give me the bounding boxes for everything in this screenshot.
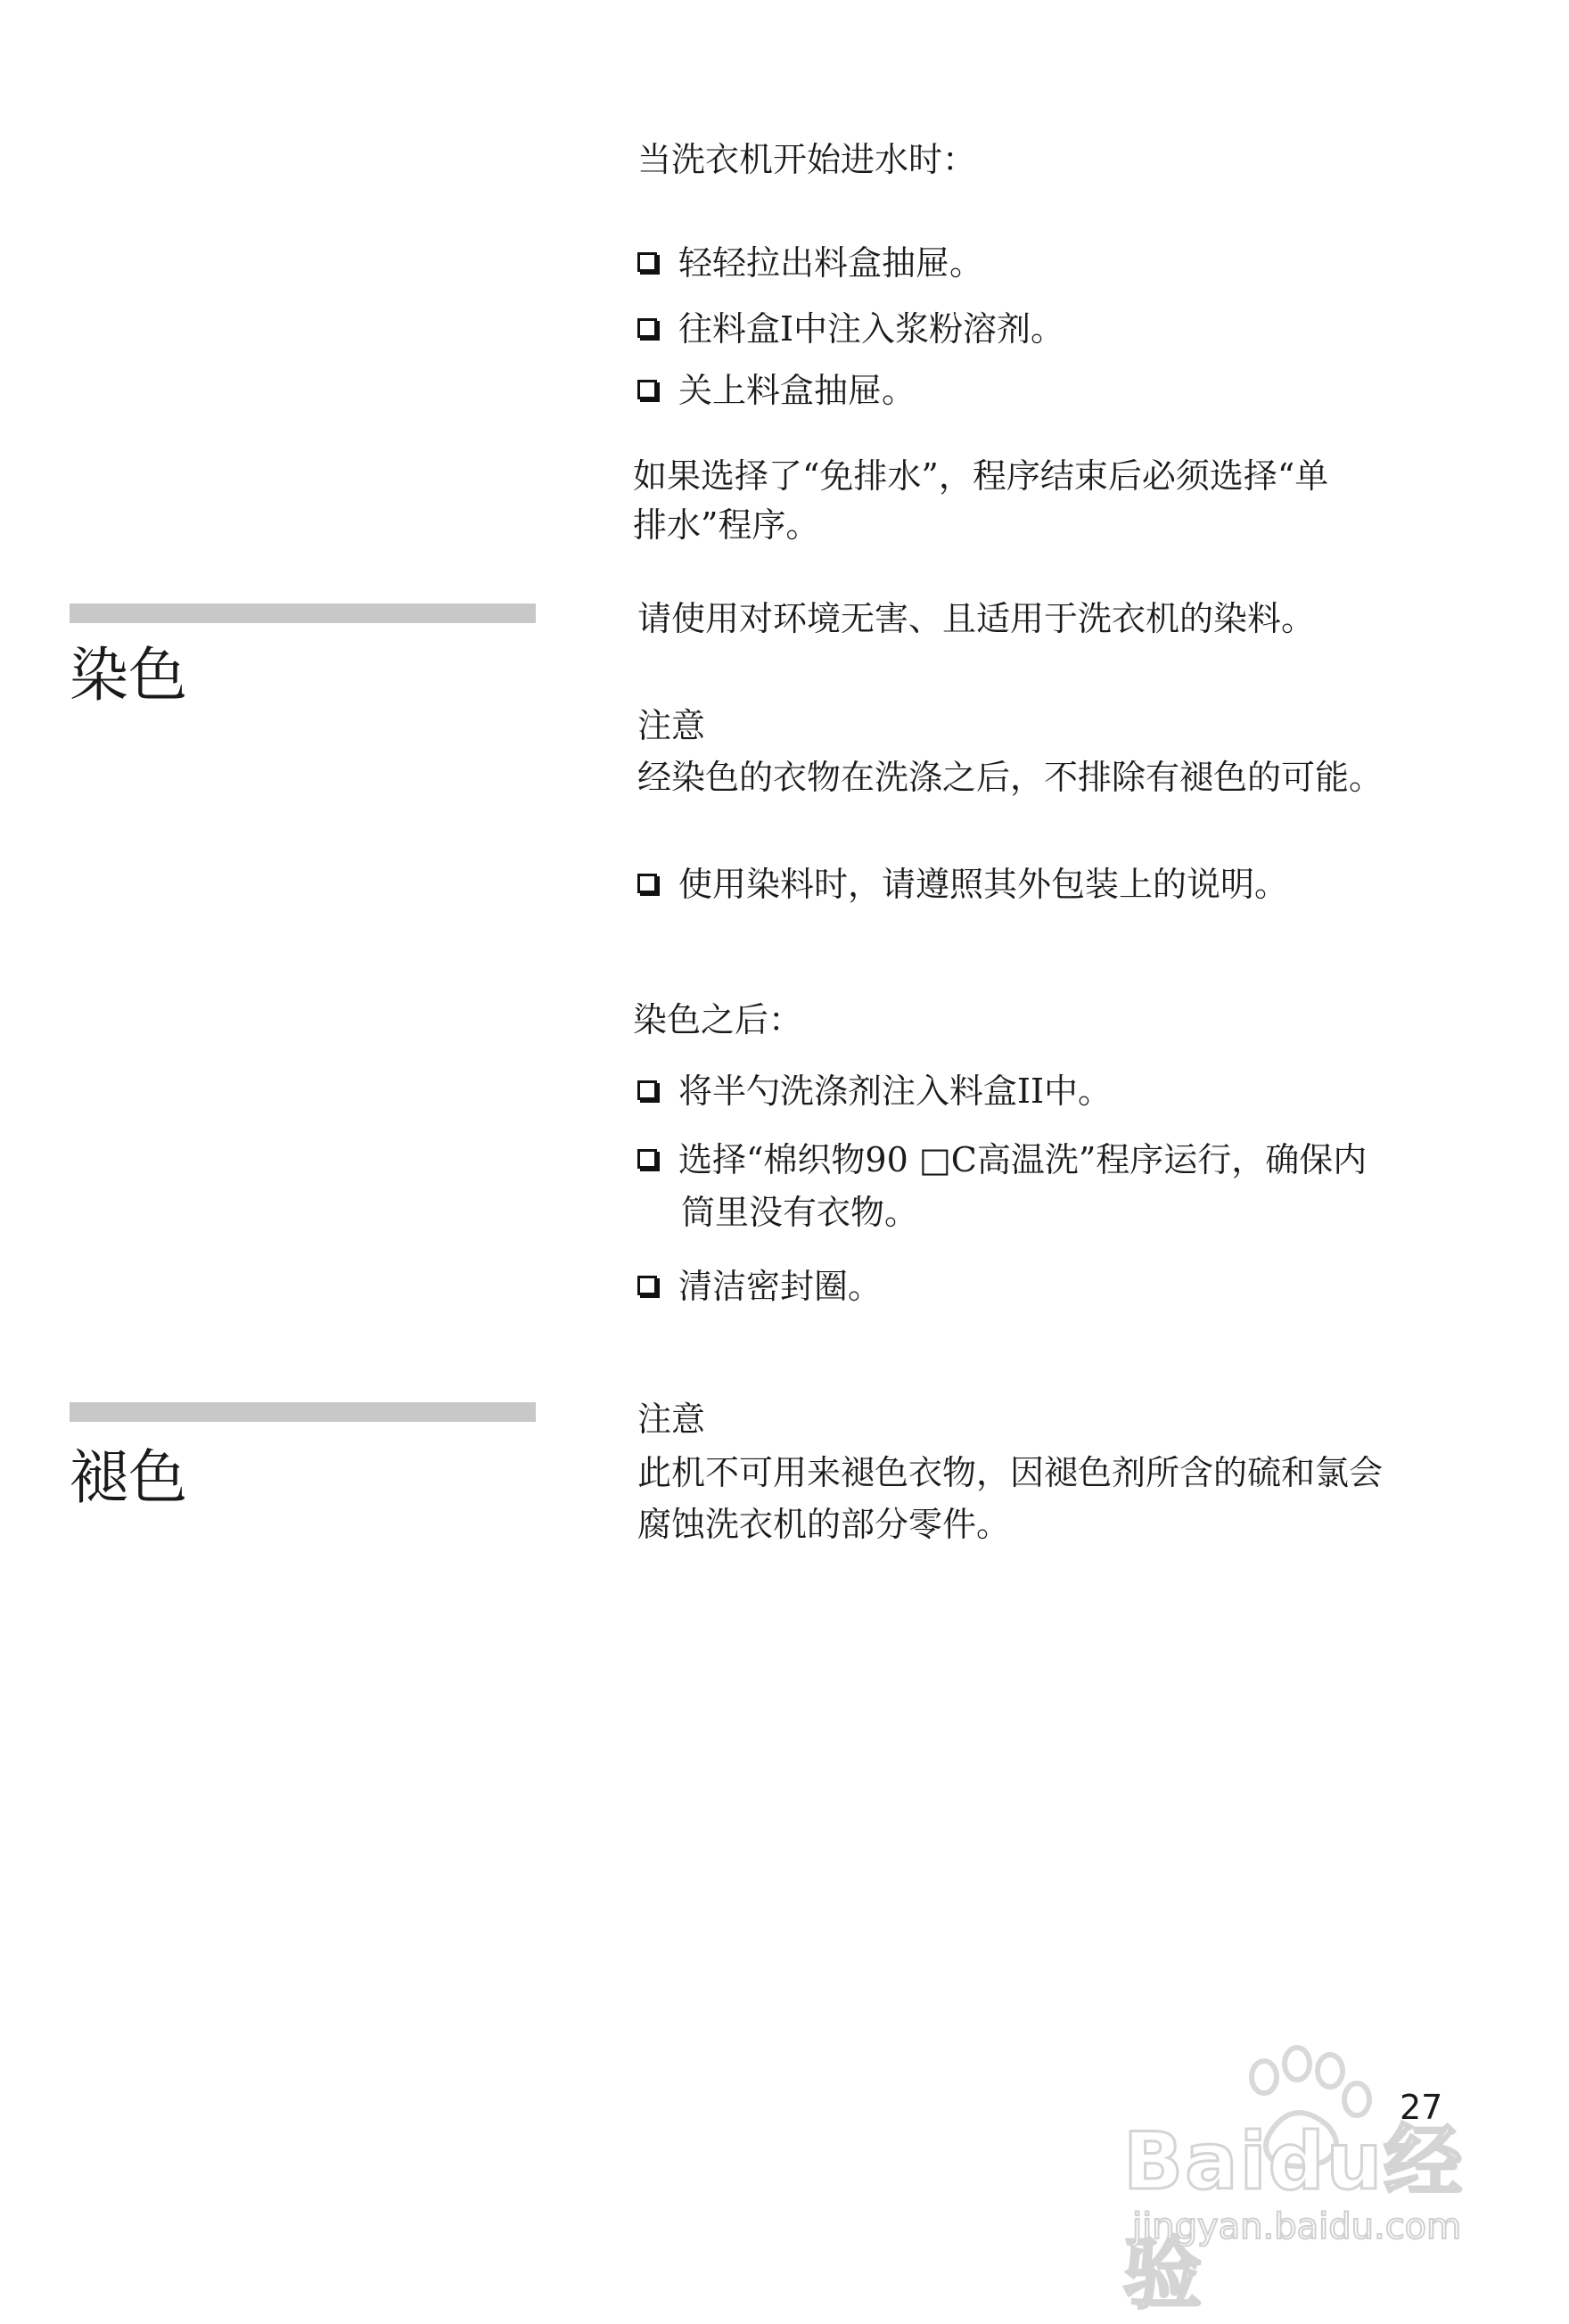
- list-item: [637, 303, 1064, 355]
- list-item-text: 将半勺洗涤剂注入料盒II中。: [678, 1072, 1113, 1111]
- list-item-text: 选择“棉织物90 □C高温洗”程序运行，确保内: [678, 1140, 1368, 1179]
- list-item: [637, 1134, 1367, 1186]
- intro-note-line2: 排水”程序。: [633, 505, 820, 545]
- list-item: [637, 237, 983, 289]
- list-item-text-continued: 筒里没有衣物。: [681, 1193, 919, 1232]
- list-item-text: 使用染料时，请遵照其外包装上的说明。: [678, 865, 1289, 904]
- bleach-text-line2: 腐蚀洗衣机的部分零件。: [637, 1505, 1011, 1544]
- dye-intro: 请使用对环境无害、且适用于洗衣机的染料。: [637, 599, 1316, 638]
- intro-lead: 当洗衣机开始进水时：: [637, 140, 977, 179]
- list-item-text: 轻轻拉出料盒抽屉。: [678, 243, 984, 283]
- list-item: [637, 365, 916, 416]
- watermark-url: jingyan.baidu.com: [1132, 2206, 1462, 2247]
- checkbox-icon: [637, 1080, 657, 1100]
- dye-caution-text: 经染色的衣物在洗涤之后，不排除有褪色的可能。: [637, 758, 1384, 797]
- list-item: [637, 1261, 882, 1312]
- checkbox-icon: [637, 1276, 657, 1295]
- list-item: [637, 1065, 1112, 1117]
- list-item-text: 关上料盒抽屉。: [678, 371, 916, 410]
- bleach-text-line1: 此机不可用来褪色衣物，因褪色剂所含的硫和氯会: [637, 1453, 1384, 1492]
- intro-note-line1: 如果选择了“免排水”，程序结束后必须选择“单: [633, 456, 1329, 496]
- dye-caution-label: 注意: [637, 706, 706, 745]
- list-item-text: 清洁密封圈。: [678, 1267, 883, 1306]
- watermark-brand: Baidu经验: [1123, 2115, 1465, 2320]
- list-item: [637, 858, 1288, 910]
- section-bar-bleach: [70, 1402, 536, 1422]
- list-item-text: 往料盒I中注入浆粉溶剂。: [678, 309, 1065, 349]
- section-heading-bleach: 褪色: [70, 1443, 187, 1512]
- baidu-watermark: [1114, 2037, 1489, 2320]
- dye-after-label: 染色之后：: [633, 1000, 803, 1039]
- checkbox-icon: [637, 252, 657, 272]
- section-heading-dye: 染色: [70, 641, 187, 710]
- section-bar-dye: [70, 604, 536, 623]
- checkbox-icon: [637, 1149, 657, 1169]
- checkbox-icon: [637, 874, 657, 893]
- page-number: 27: [1400, 2088, 1443, 2127]
- bleach-caution-label: 注意: [637, 1400, 706, 1439]
- checkbox-icon: [637, 318, 657, 338]
- checkbox-icon: [637, 380, 657, 399]
